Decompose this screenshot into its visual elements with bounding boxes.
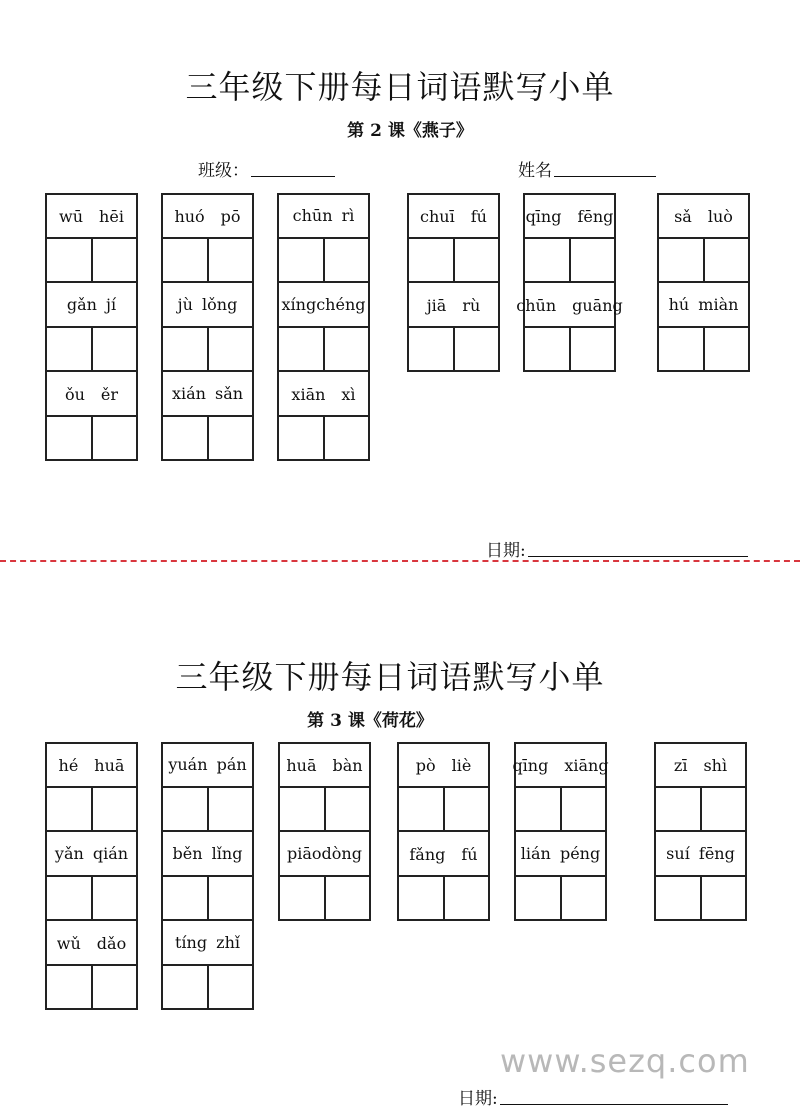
word-cell	[277, 193, 370, 283]
pinyin-label: chuī fú	[420, 206, 487, 226]
pinyin-label: wū hēi	[59, 206, 124, 226]
writing-boxes[interactable]	[45, 786, 138, 832]
character-box[interactable]	[705, 328, 749, 370]
character-box[interactable]	[656, 877, 702, 919]
character-box[interactable]	[209, 788, 253, 830]
character-box[interactable]	[326, 788, 370, 830]
character-box[interactable]	[280, 877, 326, 919]
writing-boxes[interactable]	[277, 237, 370, 283]
word-cell	[514, 831, 607, 921]
sheet2-date-field[interactable]	[458, 1084, 728, 1109]
pinyin-label: huó pō	[174, 206, 241, 226]
pinyin-label: chūn rì	[292, 205, 355, 225]
character-box[interactable]	[399, 877, 445, 919]
writing-boxes[interactable]	[45, 964, 138, 1010]
word-cell	[161, 831, 254, 921]
character-box[interactable]	[562, 788, 606, 830]
class-field[interactable]	[198, 156, 335, 181]
writing-boxes[interactable]	[654, 786, 747, 832]
character-box[interactable]	[516, 788, 562, 830]
character-box[interactable]	[571, 328, 615, 370]
character-box[interactable]	[279, 328, 325, 370]
sheet1-lesson: 第 2 课《燕子》	[347, 121, 473, 141]
character-box[interactable]	[209, 966, 253, 1008]
pinyin-label: běn lǐng	[172, 843, 243, 863]
pinyin-label: yǎn qián	[54, 843, 129, 863]
writing-boxes[interactable]	[161, 326, 254, 372]
pinyin-label: qīng xiāng	[512, 755, 609, 775]
pinyin-label: wǔ dǎo	[56, 933, 127, 953]
word-cell	[161, 282, 254, 372]
character-box[interactable]	[445, 877, 489, 919]
pinyin-label: suí fēng	[666, 843, 735, 863]
writing-boxes[interactable]	[161, 786, 254, 832]
character-box[interactable]	[445, 788, 489, 830]
character-box[interactable]	[163, 788, 209, 830]
pinyin-label: yuán pán	[168, 754, 247, 774]
pinyin-label: xiān xì	[291, 384, 356, 404]
pinyin-label: hé huā	[58, 755, 125, 775]
character-box[interactable]	[455, 328, 499, 370]
character-box[interactable]	[47, 966, 93, 1008]
pinyin-label: pò liè	[415, 755, 472, 775]
sheet2-title: 三年级下册每日词语默写小单	[175, 658, 605, 696]
character-box[interactable]	[702, 788, 746, 830]
character-box[interactable]	[455, 239, 499, 281]
character-box[interactable]	[279, 239, 325, 281]
character-box[interactable]	[279, 417, 325, 459]
character-box[interactable]	[209, 328, 253, 370]
character-box[interactable]	[47, 877, 93, 919]
character-box[interactable]	[659, 328, 705, 370]
writing-boxes[interactable]	[657, 237, 750, 283]
word-cell	[654, 742, 747, 832]
character-box[interactable]	[325, 417, 369, 459]
pinyin-label: jù lǒng	[177, 294, 238, 314]
character-box[interactable]	[659, 239, 705, 281]
writing-boxes[interactable]	[514, 875, 607, 921]
pinyin-label: jiā rù	[426, 295, 481, 315]
pinyin-label: zī shì	[673, 755, 728, 775]
pinyin-label: gǎn jí	[66, 294, 117, 314]
pinyin-label: chūn guāng	[516, 295, 623, 315]
character-box[interactable]	[702, 877, 746, 919]
character-box[interactable]	[163, 328, 209, 370]
sheet-divider	[0, 560, 800, 562]
character-box[interactable]	[525, 328, 571, 370]
character-box[interactable]	[93, 966, 137, 1008]
word-cell	[45, 831, 138, 921]
pinyin-label: sǎ luò	[674, 206, 733, 226]
word-cell	[45, 920, 138, 1010]
writing-boxes[interactable]	[45, 875, 138, 921]
character-box[interactable]	[93, 239, 137, 281]
character-box[interactable]	[656, 788, 702, 830]
date-label: 日期:	[486, 541, 526, 561]
character-box[interactable]	[409, 328, 455, 370]
date-line	[528, 556, 748, 557]
character-box[interactable]	[163, 966, 209, 1008]
writing-boxes[interactable]	[161, 875, 254, 921]
writing-boxes[interactable]	[657, 326, 750, 372]
writing-boxes[interactable]	[277, 326, 370, 372]
date-label: 日期:	[458, 1089, 498, 1109]
word-cell	[161, 193, 254, 283]
character-box[interactable]	[562, 877, 606, 919]
character-box[interactable]	[325, 239, 369, 281]
character-box[interactable]	[163, 417, 209, 459]
word-cell	[278, 831, 371, 921]
writing-boxes[interactable]	[407, 326, 500, 372]
sheet1-title: 三年级下册每日词语默写小单	[185, 68, 615, 106]
writing-boxes[interactable]	[161, 964, 254, 1010]
character-box[interactable]	[280, 788, 326, 830]
name-label: 姓名	[518, 161, 552, 181]
pinyin-label: xíngchéng	[281, 294, 366, 314]
word-cell	[45, 193, 138, 283]
character-box[interactable]	[516, 877, 562, 919]
date-line	[500, 1104, 728, 1105]
word-cell	[277, 282, 370, 372]
word-cell	[278, 742, 371, 832]
word-cell	[407, 282, 500, 372]
word-cell	[657, 193, 750, 283]
writing-boxes[interactable]	[397, 875, 490, 921]
word-cell	[657, 282, 750, 372]
name-field[interactable]	[518, 156, 656, 181]
character-box[interactable]	[93, 417, 137, 459]
character-box[interactable]	[209, 239, 253, 281]
pinyin-label: fǎng fú	[409, 844, 478, 864]
character-box[interactable]	[93, 877, 137, 919]
pinyin-label: lián péng	[520, 843, 601, 863]
pinyin-label: hú miàn	[668, 294, 739, 314]
character-box[interactable]	[47, 417, 93, 459]
character-box[interactable]	[325, 328, 369, 370]
character-box[interactable]	[525, 239, 571, 281]
class-line	[251, 176, 335, 177]
sheet1-date-field[interactable]	[486, 536, 748, 561]
word-cell	[45, 371, 138, 461]
writing-boxes[interactable]	[654, 875, 747, 921]
writing-boxes[interactable]	[45, 237, 138, 283]
character-box[interactable]	[209, 877, 253, 919]
word-cell	[514, 742, 607, 832]
character-box[interactable]	[163, 239, 209, 281]
word-cell	[654, 831, 747, 921]
writing-boxes[interactable]	[161, 237, 254, 283]
word-cell	[45, 282, 138, 372]
pinyin-label: xián sǎn	[171, 383, 244, 403]
writing-boxes[interactable]	[45, 415, 138, 461]
watermark-text: www.sezq.com	[500, 1042, 750, 1080]
pinyin-label: ǒu ěr	[64, 384, 119, 404]
word-cell	[161, 920, 254, 1010]
character-box[interactable]	[47, 788, 93, 830]
writing-boxes[interactable]	[407, 237, 500, 283]
character-box[interactable]	[399, 788, 445, 830]
word-cell	[523, 193, 616, 283]
writing-boxes[interactable]	[397, 786, 490, 832]
pinyin-label: tíng zhǐ	[174, 932, 241, 952]
writing-boxes[interactable]	[277, 415, 370, 461]
character-box[interactable]	[93, 328, 137, 370]
word-cell	[516, 282, 623, 372]
character-box[interactable]	[571, 239, 615, 281]
pinyin-label: huā bàn	[286, 755, 363, 775]
writing-boxes[interactable]	[161, 415, 254, 461]
writing-boxes[interactable]	[45, 326, 138, 372]
writing-boxes[interactable]	[278, 786, 371, 832]
character-box[interactable]	[326, 877, 370, 919]
character-box[interactable]	[409, 239, 455, 281]
word-cell	[45, 742, 138, 832]
word-cell	[277, 371, 370, 461]
word-cell	[397, 831, 490, 921]
character-box[interactable]	[93, 788, 137, 830]
word-cell	[161, 742, 254, 832]
word-cell	[161, 371, 254, 461]
writing-boxes[interactable]	[278, 875, 371, 921]
pinyin-label: piāodòng	[287, 843, 362, 863]
character-box[interactable]	[163, 877, 209, 919]
character-box[interactable]	[47, 328, 93, 370]
character-box[interactable]	[47, 239, 93, 281]
sheet2-lesson: 第 3 课《荷花》	[307, 711, 433, 731]
writing-boxes[interactable]	[523, 326, 616, 372]
pinyin-label: qīng fēng	[525, 206, 614, 226]
word-cell	[407, 193, 500, 283]
class-label: 班级：	[198, 161, 249, 181]
writing-boxes[interactable]	[523, 237, 616, 283]
writing-boxes[interactable]	[514, 786, 607, 832]
word-cell	[397, 742, 490, 832]
character-box[interactable]	[705, 239, 749, 281]
character-box[interactable]	[209, 417, 253, 459]
name-line	[554, 176, 656, 177]
